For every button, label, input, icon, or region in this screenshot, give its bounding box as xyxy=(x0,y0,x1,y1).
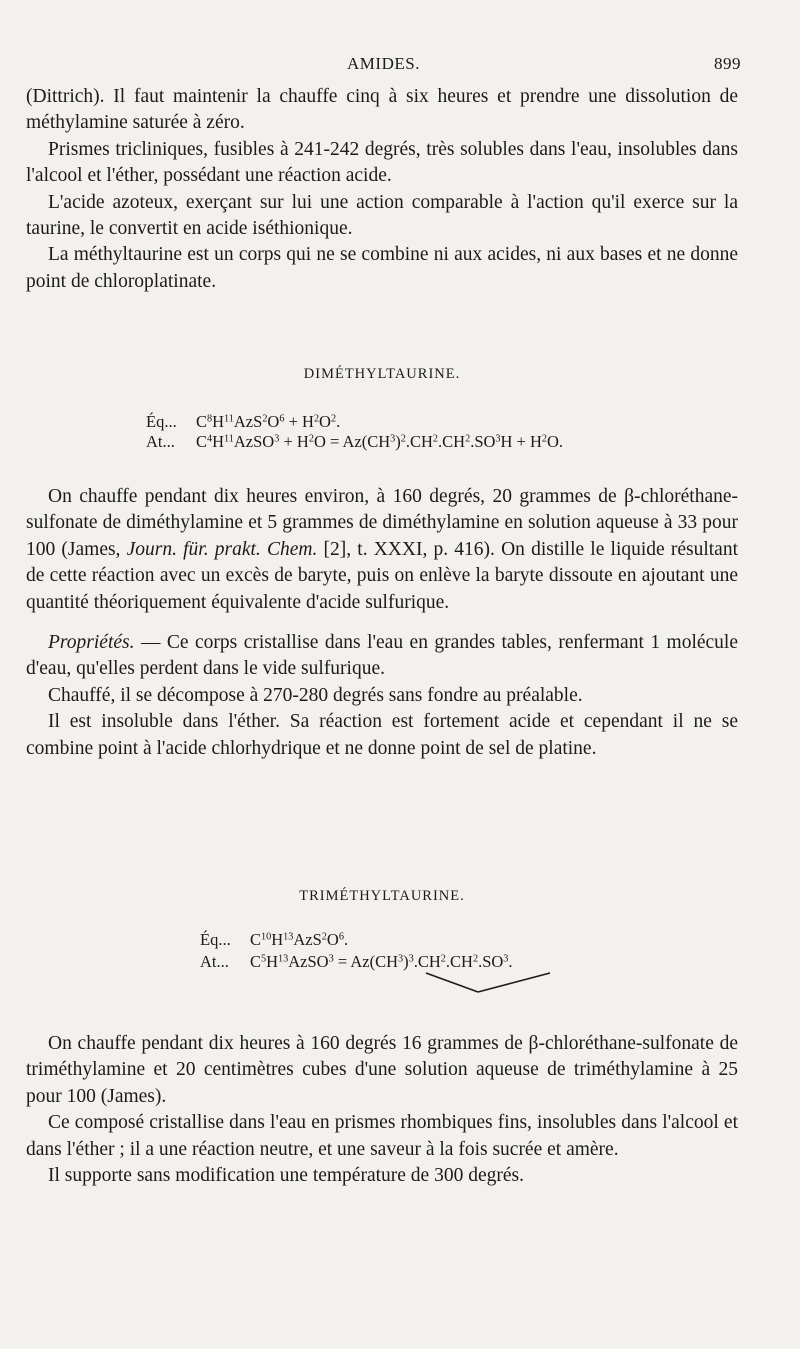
text-run: [2], t. XXXI, p. 416). On distille le liquide résultant de cette réaction avec un excès de baryte, puis on enlève la baryte dissoute en ajoutant une quantité théoriquement équivalente d'acide sulfurique. xyxy=(26,538,739,613)
paragraph xyxy=(26,630,738,683)
paragraph: Prismes tricliniques, fusibles à 241-242 degrés, très solubles dans l'eau, insolubles dans l'alcool et l'éther, possédant une réaction acide. xyxy=(26,138,738,187)
text-run: On chauffe pendant dix heures environ, à 160 degrés, 20 grammes de β-chloréthane-sulfonate de diméthylamine et 5 grammes de diméthylamine en solution aqueuse à 33 pour 100 (James, xyxy=(26,486,738,560)
formula-text: $C^4H^{11}AzSO^3 + H^2O = Az(CH^3)^2.CH^2.CH^2.SO^3H + H^2O$. xyxy=(196,432,564,451)
formula-at-dimethyltaurine xyxy=(146,432,563,452)
paragraph: La méthyltaurine est un corps qui ne se combine ni aux acides, ni aux bases et ne donne point de chloroplatinate. xyxy=(26,244,738,292)
page-number: 899 xyxy=(714,54,741,73)
formula-text: $C^5H^{13}AzSO^3 = Az(CH^3)^3.CH^2.CH^2.SO^3$. xyxy=(250,952,513,971)
paragraph: Ce composé cristallise dans l'eau en prismes rhombiques fins, insolubles dans l'alcool et dans l'éther ; il a une réaction neutre, et une saveur à la fois sucrée et amère. xyxy=(26,1112,738,1160)
formula-text: $C^8H^{11}AzS^2O^6 + H^2O^2$. xyxy=(196,412,341,431)
header-title: AMIDES. xyxy=(347,54,420,73)
formula-text: $C^{10}H^{13}AzS^2O^6$. xyxy=(250,930,349,949)
paragraph: (Dittrich). Il faut maintenir la chauffe cinq à six heures et prendre une dissolution de méthylamine saturée à zéro. xyxy=(26,86,738,134)
formula-label: At... xyxy=(146,432,175,451)
formula-label: At... xyxy=(200,952,229,971)
paragraph: Il est insoluble dans l'éther. Sa réaction est fortement acide et cependant il ne se combine point à l'acide chlorhydrique et ne donne point de sel de platine. xyxy=(26,711,738,759)
paragraph: On chauffe pendant dix heures à 160 degrés 16 grammes de β-chloréthane-sulfonate de triméthylamine et 20 centimètres cubes d'une solution aqueuse de triméthylamine à 25 pour 100 (James). xyxy=(26,1033,738,1107)
formula-eq-trimethyltaurine xyxy=(200,930,348,950)
formula-at-trimethyltaurine xyxy=(200,952,513,972)
ring-closure-bracket xyxy=(420,970,560,996)
paragraph: L'acide azoteux, exerçant sur lui une action comparable à l'action qu'il exerce sur la taurine, le convertit en acide iséthionique. xyxy=(26,191,738,240)
journal-name: Journ. für. prakt. Chem. xyxy=(126,538,318,560)
paragraph xyxy=(26,484,738,616)
formula-eq-dimethyltaurine xyxy=(146,412,340,432)
paragraph: Chauffé, il se décompose à 270-280 degrés sans fondre au préalable. xyxy=(48,684,583,706)
dimethyltaurine-text xyxy=(26,484,738,762)
section-title-trimethyltaurine: TRIMÉTHYLTAURINE. xyxy=(299,888,465,904)
intro-text xyxy=(26,84,738,295)
formula-label: Éq... xyxy=(200,930,231,949)
running-header xyxy=(26,54,741,80)
paragraph: Il supporte sans modification une température de 300 degrés. xyxy=(48,1165,524,1187)
text-run: — Ce corps cristallise dans l'eau en grandes tables, renfermant 1 molécule d'eau, qu'elles perdent dans le vide sulfurique. xyxy=(26,632,738,680)
trimethyltaurine-text xyxy=(26,1031,738,1189)
section-title-dimethyltaurine: DIMÉTHYLTAURINE. xyxy=(303,366,461,382)
formula-label: Éq... xyxy=(146,412,177,431)
properties-label: Propriétés. xyxy=(48,632,135,654)
